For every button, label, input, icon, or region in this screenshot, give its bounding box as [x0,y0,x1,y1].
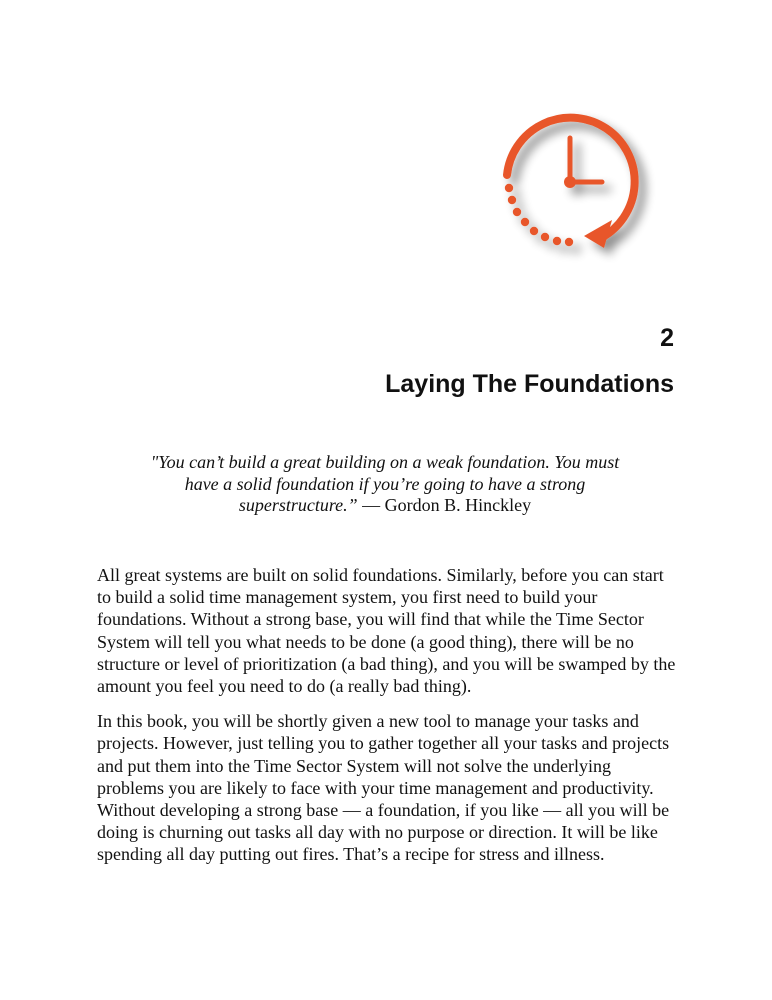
epigraph-quote: "You can’t build a great building on a weak foundation. You must have a solid foundation if you’re going to have a strong superstructure.” [150,452,620,515]
epigraph [140,452,630,517]
clock-shape [505,118,635,248]
body-paragraph: In this book, you will be shortly given a new tool to manage your tasks and projects. However, just telling you to gather together all your tasks and projects and put them into the Time Sector System will not solve the underlying problems you are likely to face with your time management and productivity. Without developing a strong base — a foundation, if you like — all you will be doing is churning out tasks all day with no purpose or direction. It will be like spending all day putting out fires. That’s a recipe for stress and illness. [97,711,670,865]
epigraph-attribution: — Gordon B. Hinckley [357,495,532,515]
chapter-title: Laying The Foundations [385,370,674,398]
clock-icon [488,102,678,277]
body-paragraph: All great systems are built on solid foundations. Similarly, before you can start to build a solid time management system, you first need to build your foundations. Without a strong base, you will find that while the Time Sector System will tell you what needs to be done (a good thing), there will be no structure or level of prioritization (a bad thing), and you will be swamped by the amount you feel you need to do (a really bad thing). [97,565,676,697]
clock-icon-graphic [488,102,678,277]
chapter-number: 2 [660,324,674,352]
body-text [97,564,682,879]
